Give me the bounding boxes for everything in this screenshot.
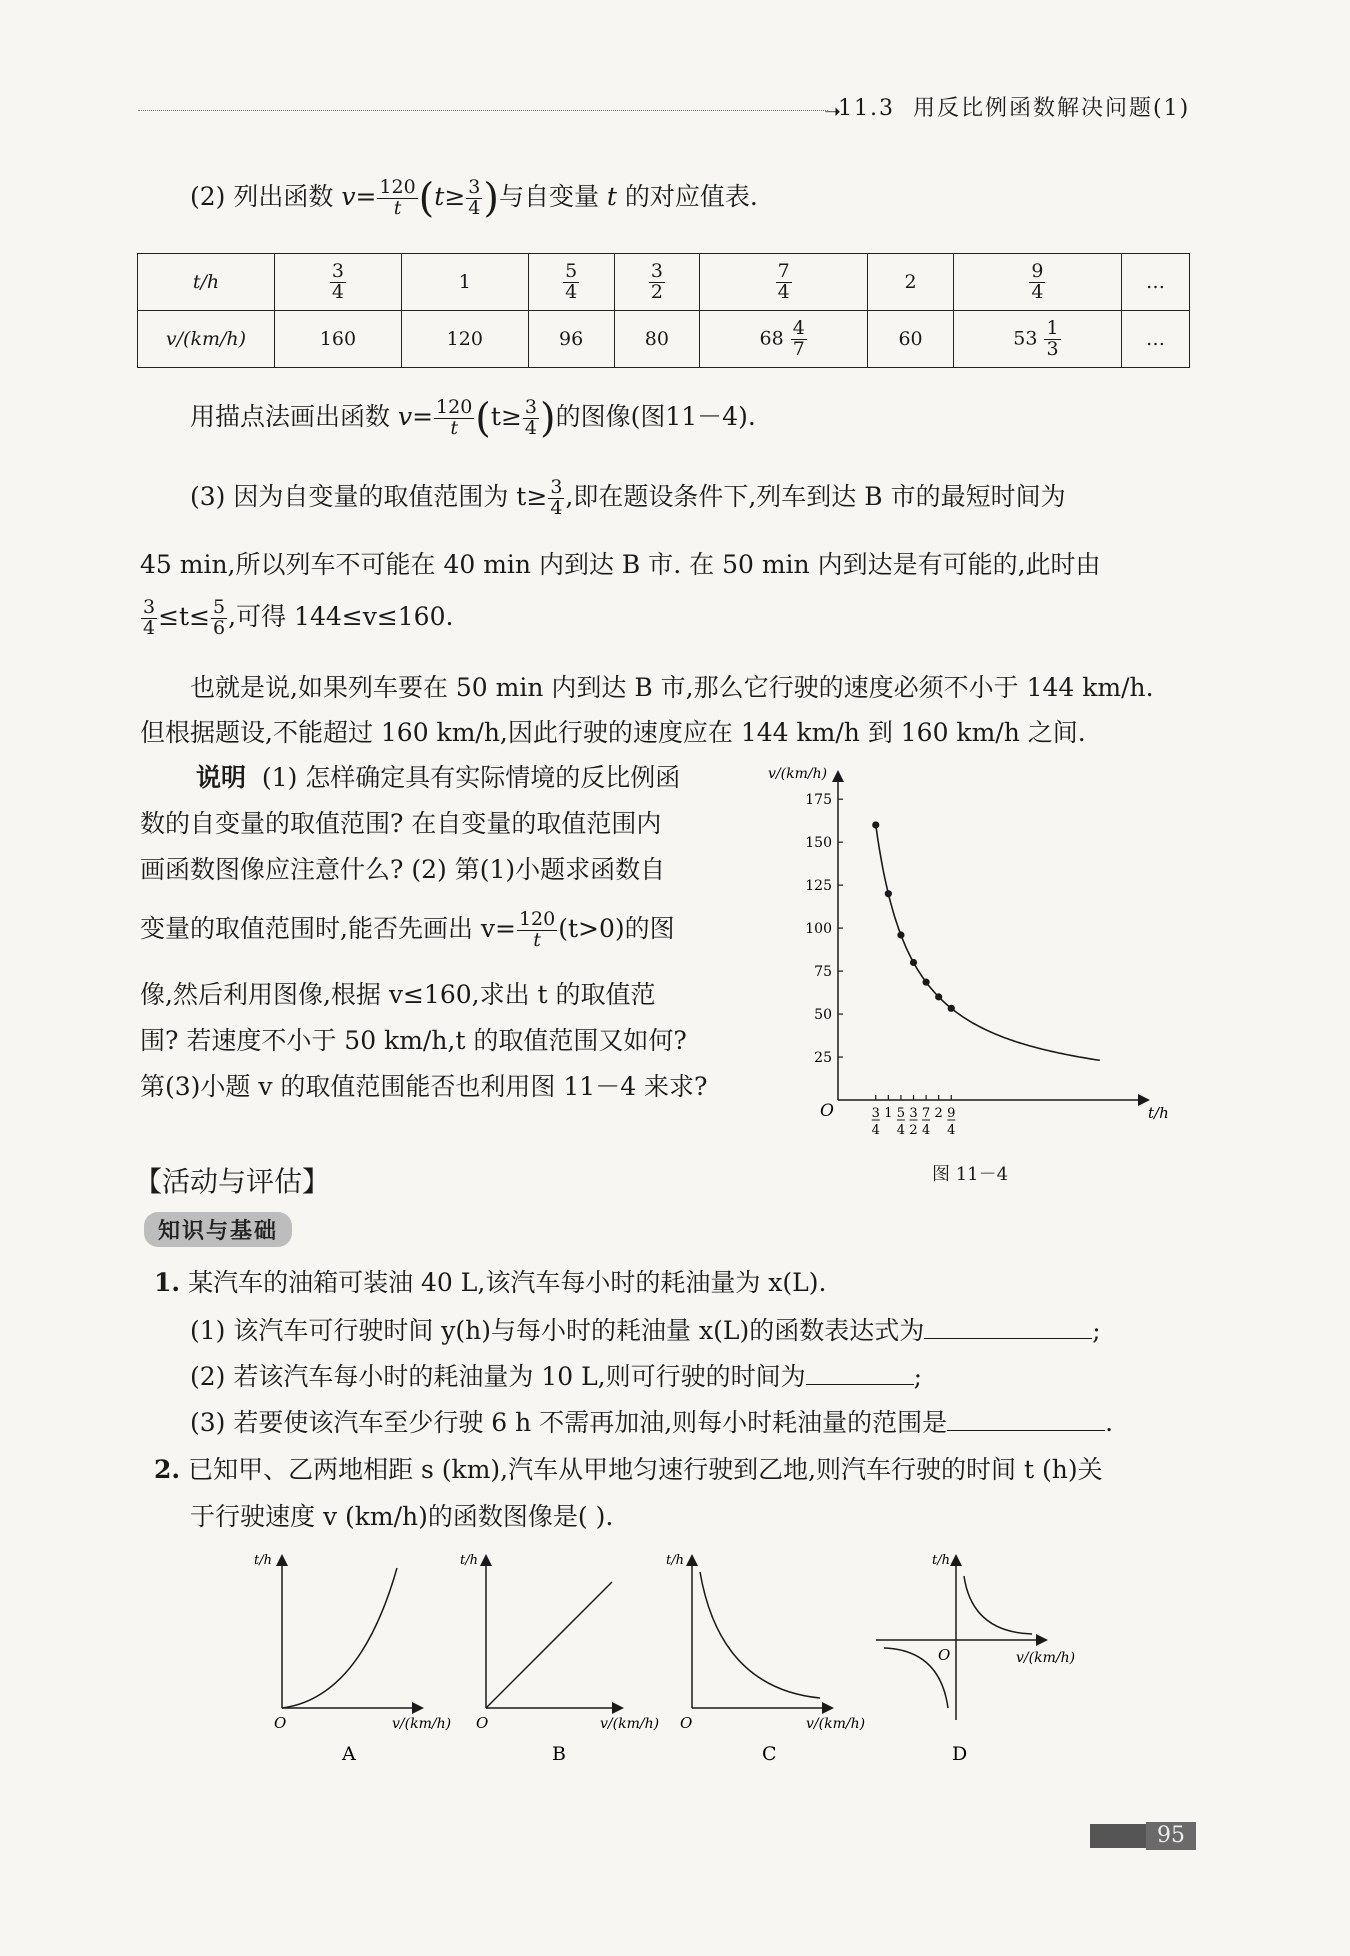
t-cell: $\frac{3}{2}$ (614, 254, 700, 311)
note-line1: 说明 (1) 怎样确定具有实际情境的反比例函 (196, 763, 681, 792)
option-a-label: A (342, 1743, 356, 1765)
y-axis-label: v/(km/h) (768, 766, 828, 782)
t-cell: … (1121, 254, 1189, 311)
data-point (910, 959, 917, 966)
option-a-ylabel: t/h (254, 1553, 272, 1568)
v-cell: 68 $\frac{4}{7}$ (700, 311, 868, 368)
note-label: 说明 (196, 763, 247, 792)
v-cell: 53 $\frac{1}{3}$ (953, 311, 1121, 368)
option-a-graph[interactable] (254, 1553, 451, 1765)
curve-series (876, 825, 1100, 1060)
figure-11-4 (760, 760, 1180, 1138)
t-cell: 1 (401, 254, 528, 311)
figure-caption: 图 11－4 (932, 1164, 1009, 1185)
t-cell: $\frac{9}{4}$ (953, 254, 1121, 311)
option-b-graph[interactable] (460, 1553, 659, 1765)
question-1a: (1) 该汽车可行驶时间 y(h)与每小时的耗油量 x(L)的函数表达式为 ; (190, 1316, 1101, 1345)
option-c-xlabel: v/(km/h) (806, 1716, 866, 1732)
note-line3: 画函数图像应注意什么? (2) 第(1)小题求函数自 (140, 855, 666, 884)
question-1: 1. 某汽车的油箱可装油 40 L,该汽车每小时的耗油量为 x(L). (154, 1268, 827, 1297)
answer-blank[interactable] (947, 1408, 1105, 1431)
x-tick-label: 3 (871, 1106, 880, 1121)
v-cell: … (1121, 311, 1189, 368)
header-arrow-icon: ➝ (824, 99, 841, 123)
table-header-cell: v/(km/h) (138, 311, 275, 368)
x-tick-label: 5 (896, 1106, 906, 1121)
data-point (923, 979, 930, 986)
question-2-line1: 2. 已知甲、乙两地相距 s (km),汽车从甲地匀速行驶到乙地,则汽车行驶的时间 t (h)关 (154, 1455, 1103, 1484)
option-d-label: D (952, 1743, 968, 1765)
x-tick-label: 1 (884, 1106, 893, 1121)
v-cell: 80 (614, 311, 700, 368)
answer-blank[interactable] (806, 1362, 914, 1385)
value-table (137, 253, 1190, 368)
chart-axes (838, 776, 1144, 1100)
header-title: 用反比例函数解决问题(1) (912, 96, 1191, 121)
v-cell: 96 (528, 311, 614, 368)
t-cell: $\frac{3}{4}$ (275, 254, 402, 311)
option-b-ylabel: t/h (460, 1553, 478, 1568)
option-b-origin: O (476, 1714, 489, 1732)
step3-line1: (3) 因为自变量的取值范围为 t≥ $\frac{3}{4}$ ,即在题设条件下,列车到达 B 市的最短时间为 (190, 476, 1066, 519)
data-point (872, 821, 879, 828)
table-row (138, 311, 1190, 368)
note-line2: 数的自变量的取值范围? 在自变量的取值范围内 (140, 809, 662, 838)
option-c-curve (700, 1572, 820, 1698)
y-tick-label: 125 (805, 878, 832, 895)
t-cell: $\frac{7}{4}$ (700, 254, 868, 311)
header-rule (138, 110, 828, 111)
data-point (885, 890, 892, 897)
x-tick-denominator: 4 (896, 1123, 906, 1138)
x-axis-label: t/h (1148, 1104, 1169, 1122)
v-cell: 60 (868, 311, 954, 368)
option-c-graph[interactable] (666, 1553, 865, 1765)
question-2-line2: 于行驶速度 v (km/h)的函数图像是( ). (190, 1502, 614, 1531)
y-tick-label: 175 (805, 792, 832, 809)
v-cell: 120 (401, 311, 528, 368)
step3-line2: 45 min,所以列车不可能在 40 min 内到达 B 市. 在 50 min 内到达是有可能的,此时由 (140, 550, 1101, 579)
step2-intro: (2) 列出函数 v= $\frac{120}{t}$ (t≥ $\frac{3}{4}$ )与自变量 t 的对应值表. (190, 175, 758, 222)
x-tick-denominator: 4 (921, 1123, 931, 1138)
note-line5: 像,然后利用图像,根据 v≤160,求出 t 的取值范 (140, 980, 656, 1009)
note-line7: 第(3)小题 v 的取值范围能否也利用图 11－4 来求? (140, 1072, 708, 1101)
table-header-cell: t/h (138, 254, 275, 311)
x-ticks (872, 1095, 956, 1138)
t-cell: $\frac{5}{4}$ (528, 254, 614, 311)
option-b-label: B (552, 1743, 566, 1765)
fraction: $\frac{3}{4}$ (468, 176, 481, 219)
fraction: $\frac{120}{t}$ (379, 176, 416, 219)
option-c-origin: O (680, 1714, 693, 1732)
x-tick-denominator: 2 (909, 1123, 918, 1138)
note-line4: 变量的取值范围时,能否先画出 v= $\frac{120}{t}$ (t>0)的图 (140, 908, 675, 951)
option-b-line (486, 1582, 612, 1708)
v-cell: 160 (275, 311, 402, 368)
x-tick-label: 3 (909, 1106, 918, 1121)
option-d-xlabel: v/(km/h) (1016, 1650, 1076, 1666)
x-tick-label: 7 (921, 1106, 931, 1121)
x-tick-denominator: 4 (871, 1123, 880, 1138)
x-tick-label: 9 (947, 1106, 956, 1121)
y-tick-label: 25 (814, 1050, 832, 1067)
step3-line3: $\frac{3}{4}$ ≤t≤ $\frac{5}{6}$ ,可得 144≤v≤160. (143, 596, 454, 639)
question-1c: (3) 若要使该汽车至少行驶 6 h 不需再加油,则每小时耗油量的范围是 . (190, 1408, 1114, 1437)
option-d-graph[interactable] (876, 1553, 1075, 1765)
option-d-origin: O (938, 1646, 951, 1664)
y-tick-label: 50 (814, 1007, 832, 1024)
t-cell: 2 (868, 254, 954, 311)
y-tick-label: 75 (814, 964, 832, 981)
data-point (948, 1005, 955, 1012)
header-section: 11.3 (838, 96, 895, 121)
note-line6: 围? 若速度不小于 50 km/h,t 的取值范围又如何? (140, 1026, 687, 1055)
data-point (897, 931, 904, 938)
option-d-ylabel: t/h (932, 1553, 950, 1568)
option-a-curve (282, 1568, 397, 1708)
x-tick-denominator: 4 (947, 1123, 956, 1138)
option-graphs (240, 1548, 1120, 1768)
table-row (138, 254, 1190, 311)
option-b-xlabel: v/(km/h) (600, 1716, 660, 1732)
question-1b: (2) 若该汽车每小时的耗油量为 10 L,则可行驶的时间为 ; (190, 1362, 923, 1391)
header (838, 96, 1190, 122)
y-tick-label: 150 (805, 835, 832, 852)
option-a-origin: O (274, 1714, 287, 1732)
conclusion-line1: 也就是说,如果列车要在 50 min 内到达 B 市,那么它行驶的速度必须不小于 144 km/h. (190, 673, 1154, 702)
page-number: 95 (1146, 1822, 1196, 1850)
conclusion-line2: 但根据题设,不能超过 160 km/h,因此行驶的速度应在 144 km/h 到 160 km/h 之间. (140, 718, 1086, 747)
option-c-label: C (762, 1743, 777, 1765)
data-points (872, 821, 955, 1012)
y-tick-label: 100 (805, 921, 832, 938)
section-badge: 知识与基础 (144, 1212, 292, 1247)
option-a-xlabel: v/(km/h) (392, 1716, 452, 1732)
answer-blank[interactable] (924, 1316, 1092, 1339)
origin-label: O (820, 1101, 834, 1121)
activity-title: 【活动与评估】 (134, 1165, 331, 1198)
data-point (935, 993, 942, 1000)
option-d-curve-q1 (964, 1576, 1032, 1634)
plot-instruction: 用描点法画出函数 v= $\frac{120}{t}$ (t≥ $\frac{3}{4}$ )的图像(图11－4). (190, 395, 756, 442)
x-tick-label: 2 (934, 1106, 943, 1121)
option-c-ylabel: t/h (666, 1553, 684, 1568)
